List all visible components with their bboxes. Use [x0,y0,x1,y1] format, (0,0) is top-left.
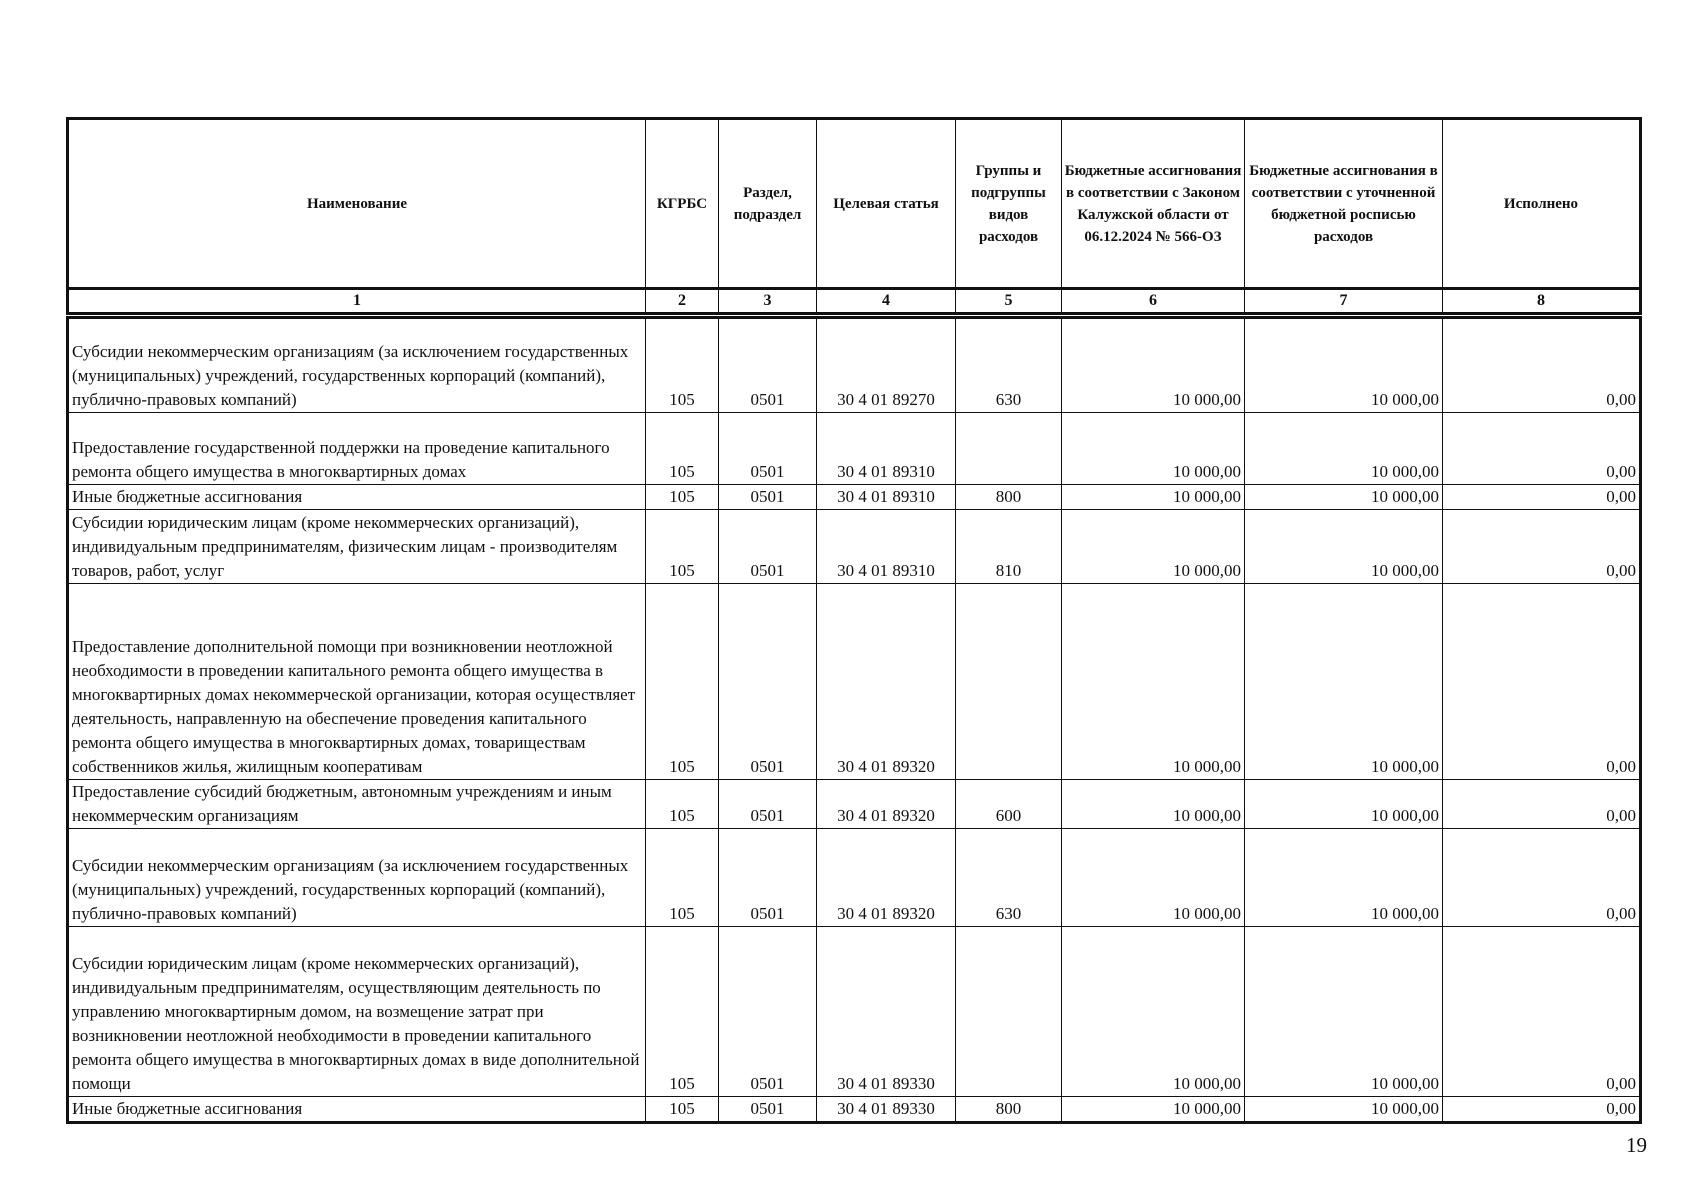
cell-name: Субсидии некоммерческим организациям (за исключением государственных (муниципальных) учреждений, государственных корпораций (компаний), публично-правовых компаний) [68,829,646,927]
cell-name: Предоставление дополнительной помощи при возникновении неотложной необходимости в проведении капитального ремонта общего имущества в многоквартирных домах некоммерческой организации, которая осуществляет деятельность, направленную на обеспечение проведения капитального ремонта общего имущества в многоквартирных домах, товариществам собственников жилья, жилищным кооперативам [68,584,646,780]
cell-executed: 0,00 [1443,829,1641,927]
cell-group: 810 [956,510,1062,584]
cell-law: 10 000,00 [1062,510,1245,584]
header-target: Целевая статья [817,119,956,289]
cell-executed: 0,00 [1443,927,1641,1097]
cell-group: 600 [956,780,1062,829]
table-row [68,413,1641,485]
cell-kgrbs: 105 [646,413,719,485]
table-row [68,318,1641,413]
cell-section: 0501 [719,780,817,829]
cell-group: 800 [956,485,1062,510]
header-name: Наименование [68,119,646,289]
column-number: 4 [817,289,956,314]
column-number: 2 [646,289,719,314]
table-row [68,584,1641,780]
cell-refined: 10 000,00 [1245,318,1443,413]
cell-kgrbs: 105 [646,1097,719,1123]
header-section: Раздел, подраздел [719,119,817,289]
cell-law: 10 000,00 [1062,780,1245,829]
cell-section: 0501 [719,510,817,584]
cell-name: Субсидии юридическим лицам (кроме некоммерческих организаций), индивидуальным предпринимателям, физическим лицам - производителям товаров, работ, услуг [68,510,646,584]
cell-name: Предоставление государственной поддержки на проведение капитального ремонта общего имущества в многоквартирных домах [68,413,646,485]
budget-table [66,117,1642,1124]
table-row [68,485,1641,510]
cell-target: 30 4 01 89320 [817,829,956,927]
table-row [68,927,1641,1097]
cell-target: 30 4 01 89270 [817,318,956,413]
header-group: Группы и подгруппы видов расходов [956,119,1062,289]
header-executed: Исполнено [1443,119,1641,289]
cell-target: 30 4 01 89330 [817,1097,956,1123]
cell-kgrbs: 105 [646,584,719,780]
cell-name: Иные бюджетные ассигнования [68,1097,646,1123]
cell-target: 30 4 01 89320 [817,780,956,829]
cell-refined: 10 000,00 [1245,927,1443,1097]
cell-executed: 0,00 [1443,1097,1641,1123]
cell-section: 0501 [719,318,817,413]
cell-kgrbs: 105 [646,485,719,510]
cell-target: 30 4 01 89320 [817,584,956,780]
table-body [68,318,1641,1123]
cell-group: 630 [956,829,1062,927]
cell-refined: 10 000,00 [1245,413,1443,485]
cell-executed: 0,00 [1443,780,1641,829]
cell-executed: 0,00 [1443,413,1641,485]
cell-kgrbs: 105 [646,780,719,829]
cell-refined: 10 000,00 [1245,780,1443,829]
cell-law: 10 000,00 [1062,927,1245,1097]
cell-section: 0501 [719,485,817,510]
column-number: 1 [68,289,646,314]
table-row [68,780,1641,829]
cell-group [956,413,1062,485]
header-law: Бюджетные ассигнования в соответствии с Законом Калужской области от 06.12.2024 № 566-ОЗ [1062,119,1245,289]
column-number: 7 [1245,289,1443,314]
cell-group: 630 [956,318,1062,413]
cell-section: 0501 [719,413,817,485]
cell-kgrbs: 105 [646,829,719,927]
cell-refined: 10 000,00 [1245,510,1443,584]
cell-name: Иные бюджетные ассигнования [68,485,646,510]
column-number: 3 [719,289,817,314]
cell-group [956,584,1062,780]
cell-target: 30 4 01 89330 [817,927,956,1097]
cell-target: 30 4 01 89310 [817,485,956,510]
column-number: 5 [956,289,1062,314]
cell-section: 0501 [719,1097,817,1123]
cell-law: 10 000,00 [1062,318,1245,413]
cell-executed: 0,00 [1443,318,1641,413]
cell-name: Субсидии юридическим лицам (кроме некоммерческих организаций), индивидуальным предпринимателям, осуществляющим деятельность по управлению многоквартирным домом, на возмещение затрат при возникновении неотложной необходимости в проведении капитального ремонта общего имущества в многоквартирных домах в виде дополнительной помощи [68,927,646,1097]
cell-refined: 10 000,00 [1245,584,1443,780]
cell-executed: 0,00 [1443,485,1641,510]
cell-section: 0501 [719,829,817,927]
cell-target: 30 4 01 89310 [817,413,956,485]
column-number: 6 [1062,289,1245,314]
cell-law: 10 000,00 [1062,413,1245,485]
cell-law: 10 000,00 [1062,829,1245,927]
header-row [68,119,1641,289]
page-number: 19 [1626,1133,1647,1157]
cell-kgrbs: 105 [646,510,719,584]
cell-refined: 10 000,00 [1245,829,1443,927]
cell-law: 10 000,00 [1062,1097,1245,1123]
header-kgrbs: КГРБС [646,119,719,289]
cell-executed: 0,00 [1443,510,1641,584]
cell-executed: 0,00 [1443,584,1641,780]
cell-target: 30 4 01 89310 [817,510,956,584]
cell-group [956,927,1062,1097]
table-row [68,510,1641,584]
cell-law: 10 000,00 [1062,584,1245,780]
cell-kgrbs: 105 [646,318,719,413]
cell-law: 10 000,00 [1062,485,1245,510]
cell-name: Субсидии некоммерческим организациям (за исключением государственных (муниципальных) учреждений, государственных корпораций (компаний), публично-правовых компаний) [68,318,646,413]
column-number-row [68,289,1641,314]
cell-section: 0501 [719,584,817,780]
table-row [68,1097,1641,1123]
column-number: 8 [1443,289,1641,314]
cell-kgrbs: 105 [646,927,719,1097]
table-row [68,829,1641,927]
cell-refined: 10 000,00 [1245,485,1443,510]
cell-section: 0501 [719,927,817,1097]
cell-group: 800 [956,1097,1062,1123]
header-refined: Бюджетные ассигнования в соответствии с уточненной бюджетной росписью расходов [1245,119,1443,289]
cell-name: Предоставление субсидий бюджетным, автономным учреждениям и иным некоммерческим организациям [68,780,646,829]
cell-refined: 10 000,00 [1245,1097,1443,1123]
